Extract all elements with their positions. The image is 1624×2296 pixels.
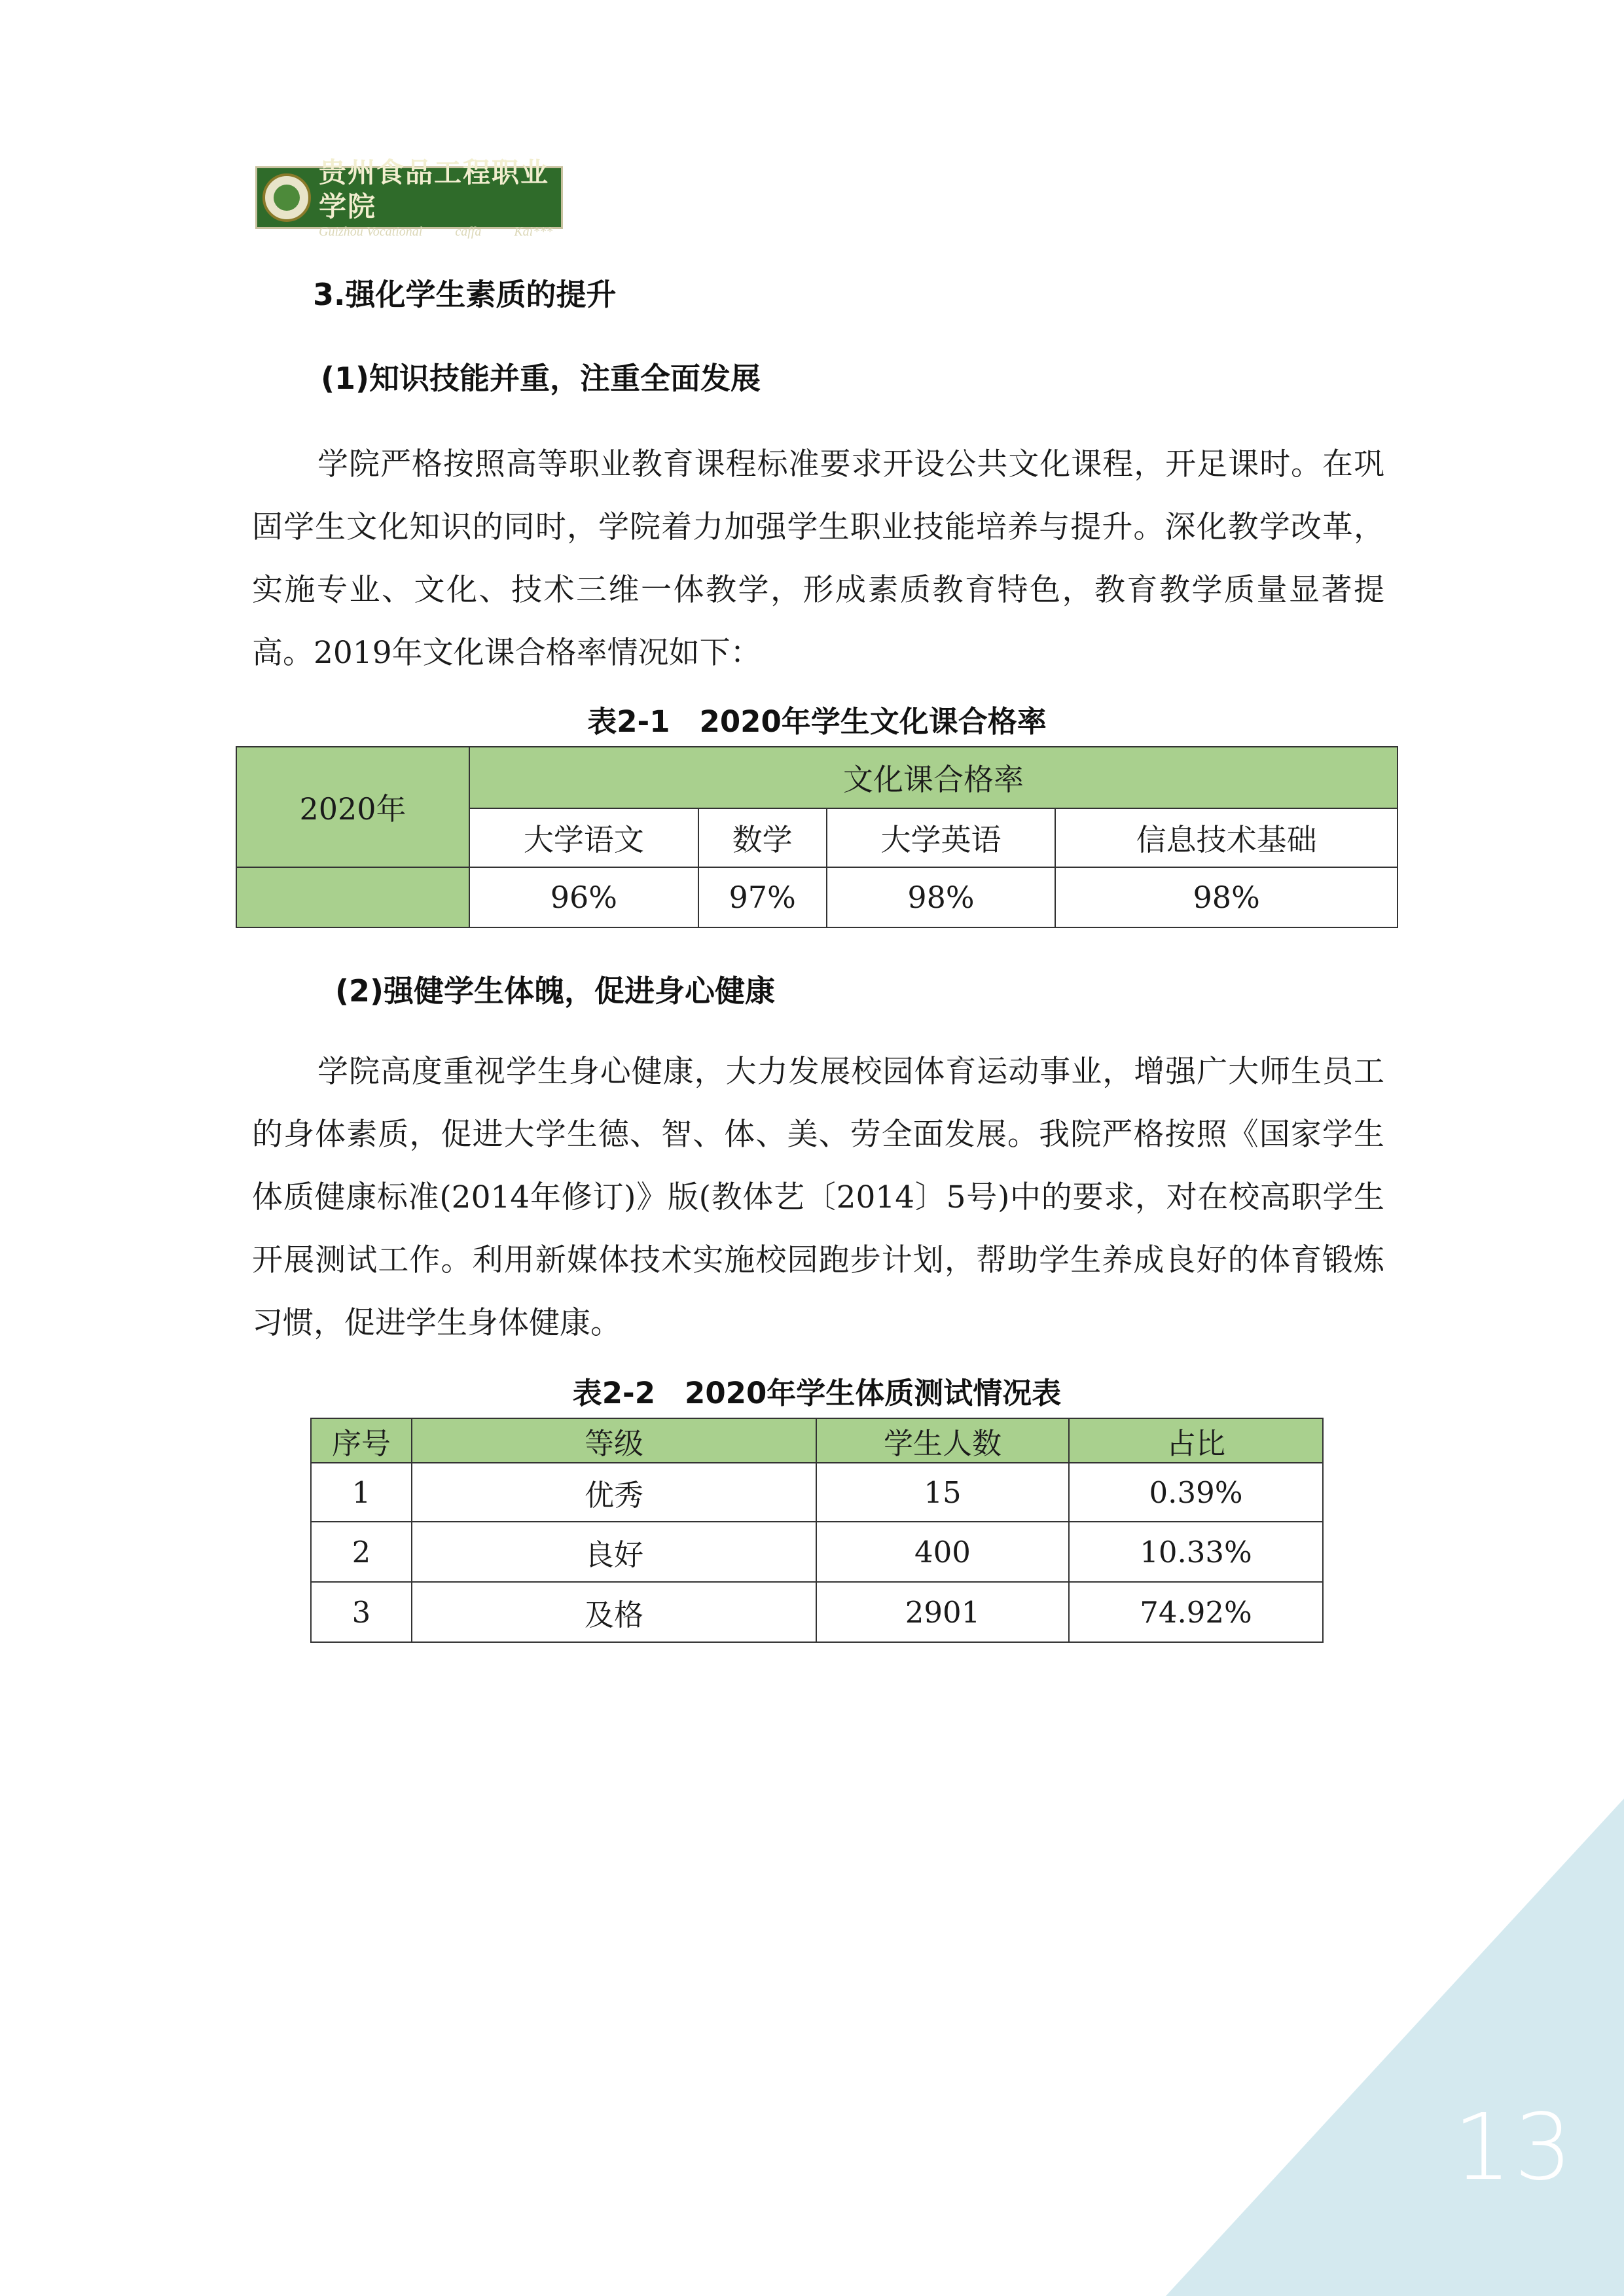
subheading-health: (2)强健学生体魄，促进身心健康 <box>335 973 776 1009</box>
table-row: 1 优秀 15 0.39% <box>311 1463 1323 1522</box>
year-cell: 2020年 <box>236 747 469 867</box>
table-row: 3 及格 2901 74.92% <box>311 1582 1323 1642</box>
rate-cell: 98% <box>827 867 1056 927</box>
table1-caption: 表2-1 2020年学生文化课合格率 <box>587 704 1047 739</box>
table-row: 2 良好 400 10.33% <box>311 1522 1323 1582</box>
header-index: 序号 <box>311 1418 412 1463</box>
header-ratio: 占比 <box>1069 1418 1323 1463</box>
table2-caption: 表2-2 2020年学生体质测试情况表 <box>572 1376 1062 1410</box>
college-logo <box>255 156 563 239</box>
physical-test-table <box>310 1418 1324 1643</box>
subject-header: 信息技术基础 <box>1055 808 1398 867</box>
paragraph-health: 学院高度重视学生身心健康，大力发展校园体育运动事业，增强广大师生员工的身体素质，促进大学生德、智、体、美、劳全面发展。我院严格按照《国家学生体质健康标准(2014年修订)》版(教体艺〔2014〕5号)中的要求，对在校高职学生开展测试工作。利用新媒体技术实施校园跑步计划，帮助学生养成良好的体育锻炼习惯，促进学生身体健康。 <box>252 1054 1384 1341</box>
corner-decoration <box>1166 1799 1624 2296</box>
group-header: 文化课合格率 <box>469 747 1398 808</box>
header-count: 学生人数 <box>816 1418 1069 1463</box>
subject-header: 大学英语 <box>827 808 1056 867</box>
logo-name: 贵州食品工程职业学院 <box>319 156 550 223</box>
paragraph-knowledge: 学院严格按照高等职业教育课程标准要求开设公共文化课程，开足课时。在巩固学生文化知识的同时，学院着力加强学生职业技能培养与提升。深化教学改革，实施专业、文化、技术三维一体教学，形成素质教育特色，教育教学质量显著提高。2019年文化课合格率情况如下： <box>252 446 1384 671</box>
year-cell-fill <box>236 867 469 927</box>
header-grade: 等级 <box>412 1418 816 1463</box>
subheading-knowledge: (1)知识技能并重，注重全面发展 <box>321 361 761 396</box>
rate-cell: 98% <box>1055 867 1398 927</box>
subject-header: 数学 <box>698 808 827 867</box>
culture-course-pass-rate-table <box>236 746 1398 928</box>
rate-cell: 97% <box>698 867 827 927</box>
seal-icon <box>262 173 311 222</box>
logo-subtitle: Guizhou Vocational caffa Kai*** <box>319 224 553 239</box>
subject-header: 大学语文 <box>469 808 698 867</box>
page-number: 13 <box>1453 2094 1576 2201</box>
rate-cell: 96% <box>469 867 698 927</box>
section-heading: 3.强化学生素质的提升 <box>313 277 617 312</box>
